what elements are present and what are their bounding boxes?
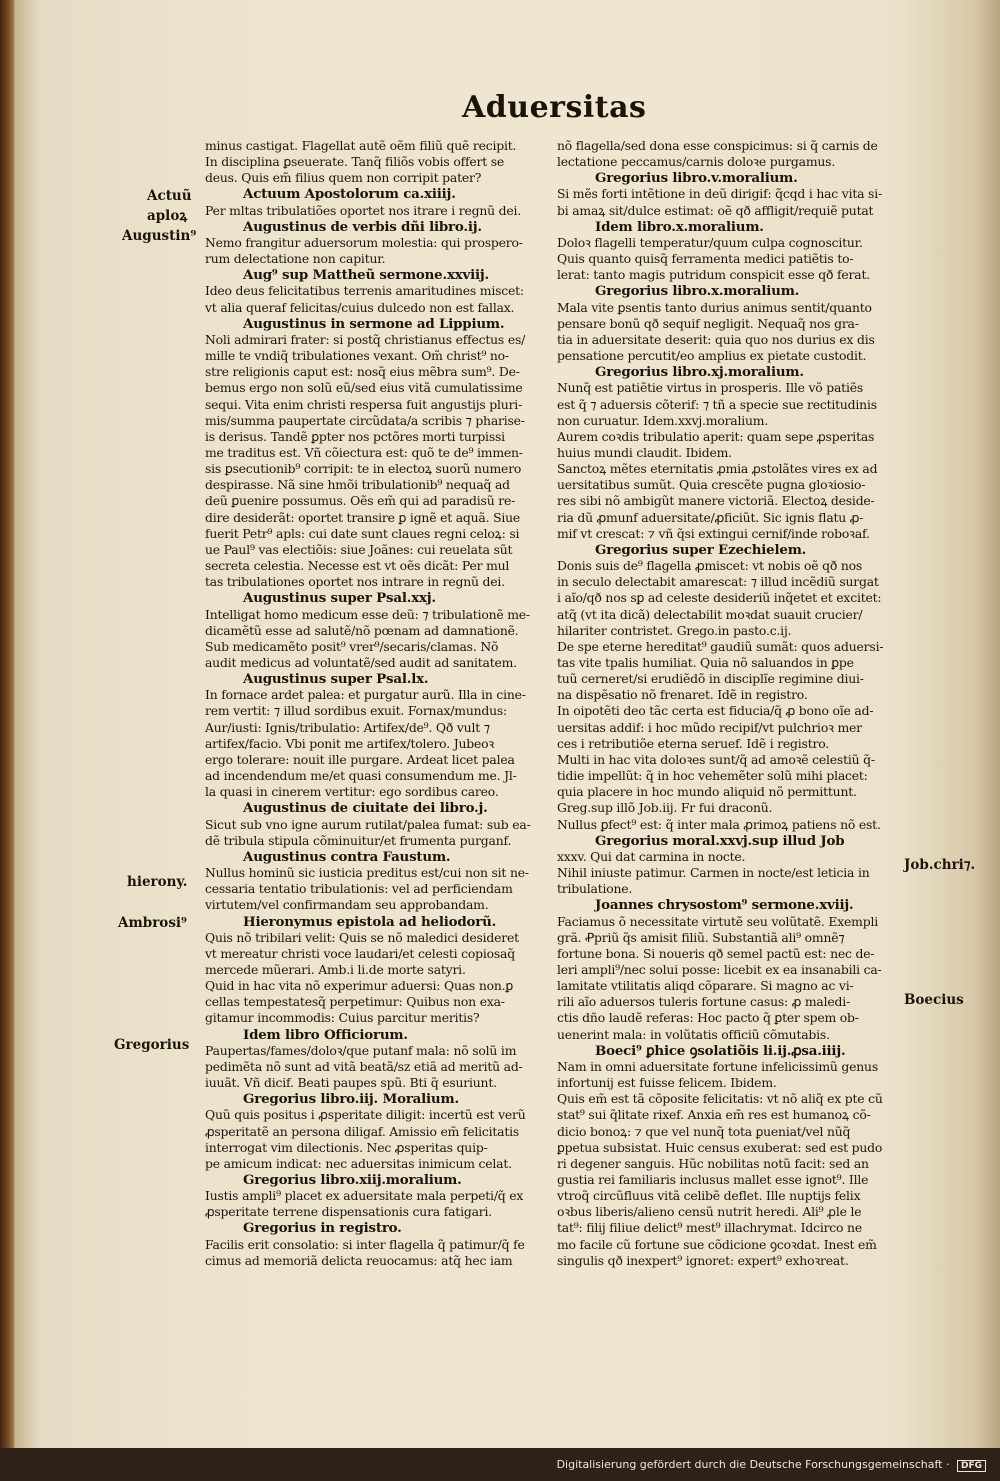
right-column-line: Nullus ꝑfect⁹ est: q̃ inter mala ꝓrimoꝝ patiens nõ est. — [557, 816, 881, 832]
right-column-line: tia in aduersitate deserit: quia quo nos durius ex dis — [557, 331, 875, 347]
left-column-line: cellas tempestatesq̃ perpetimur: Quibus non exa- — [205, 994, 505, 1010]
right-column-line: in seculo delectabit amarescat: ⁊ illud incẽdiũ surgat — [557, 574, 879, 590]
right-column-line: Nihil iniuste patimur. Carmen in nocte/est leticia in — [557, 865, 870, 881]
left-column-line: Quis nõ tribilari velit: Quis se nõ maledici desideret — [205, 929, 519, 945]
right-column-line: Mala vite ꝑsentis tanto durius animus sentit/quanto — [557, 299, 872, 315]
left-column-line: Ideo deus felicitatibus terrenis amaritudines miscet: — [205, 283, 524, 299]
margin-note-aplorum: aploꝝ — [147, 208, 188, 224]
right-column-line: tat⁹: filij filiue delict⁹ mest⁹ illachrymat. Idcirco ne — [557, 1220, 862, 1236]
right-column-heading: Gregorius libro.xj.moralium. — [595, 364, 804, 381]
right-column-line: ri degener sanguis. Hũc nobilitas notũ facit: sed an — [557, 1155, 869, 1171]
left-column-line: Sicut sub vno igne aurum rutilat/palea fumat: sub ea- — [205, 816, 531, 832]
left-column-line: ergo tolerare: nouit ille purgare. Ardeat licet palea — [205, 751, 515, 767]
right-column-heading: Gregorius super Ezechielem. — [595, 541, 807, 558]
right-column-line: na dispẽsatio nõ frenaret. Idẽ in registro. — [557, 687, 808, 703]
left-column-line: deũ ꝑuenire possumus. Oẽs em̃ qui ad paradisũ re- — [205, 493, 516, 509]
left-column-heading: Gregorius in registro. — [243, 1220, 402, 1237]
left-column-line: is derisus. Tandẽ ꝑpter nos pctõres morti turpissi — [205, 428, 505, 444]
left-column-line: cimus ad memoriã delicta reuocamus: atq̃ hec iam — [205, 1252, 513, 1268]
right-column-line: Multi in hac vita doloꝛes sunt/q̃ ad amoꝛẽ celestiũ q̃- — [557, 751, 875, 767]
left-column-line: deus. Quis em̃ filius quem non corripit pater? — [205, 170, 482, 186]
left-column-line: tas tribulationes oportet nos intrare in regnũ dei. — [205, 574, 505, 590]
left-column-line: pe amicum indicat: nec aduersitas inimicum celat. — [205, 1155, 512, 1171]
right-column-line: lamitate vtilitatis aliqd cõparare. Si magno ac vi- — [557, 978, 854, 994]
left-column-line: ꝓsperitatẽ an persona diligaf. Amissio em̃ felicitatis — [205, 1123, 520, 1139]
left-column-line: fuerit Petr⁹ apls: cui date sunt claues regni celoꝝ: si — [205, 525, 520, 541]
right-column-line: Quis em̃ est tã cõposite felicitatis: vt nõ aliq̃ ex pte cũ — [557, 1091, 883, 1107]
right-column-line: uersitatibus sumũt. Quia crescẽte pugna gloꝛiosio- — [557, 477, 866, 493]
left-column-heading: Augustinus de verbis dñi libro.ij. — [243, 218, 482, 235]
right-column-heading: Gregorius libro.v.moralium. — [595, 170, 798, 187]
right-column-line: Greg.sup illõ Job.iij. Fr fui draconũ. — [557, 800, 773, 816]
right-column-line: rili aĩo aduersos tuleris fortune casus: ꝓ maledi- — [557, 994, 850, 1010]
right-column-line: Doloꝛ flagelli temperatur/quum culpa cognoscitur. — [557, 234, 863, 250]
left-column-line: sequi. Vita enim christi respersa fuit angustijs pluri- — [205, 396, 523, 412]
right-text-column — [557, 138, 902, 1269]
right-column-line: uenerint mala: in volũtatis officiũ cõmutabis. — [557, 1026, 830, 1042]
right-column-line: tuũ cerneret/si erudiẽdõ in disciplĩe regimine diui- — [557, 671, 864, 687]
right-column-line: uersitas addif: i hoc mũdo recipif/vt pulchrioꝛ mer — [557, 719, 862, 735]
right-column-line: Faciamus õ necessitate virtutẽ seu volũtatẽ. Exempli — [557, 913, 878, 929]
left-column-line: artifex/facio. Vbi ponit me artifex/tolero. Jubeoꝛ — [205, 735, 495, 751]
right-column-line: i aĩo/qð nos sꝑ ad celeste desideriũ inq̃etet et excitet: — [557, 590, 882, 606]
left-column-heading: Augustinus de ciuitate dei libro.j. — [243, 800, 488, 817]
left-column-line: Paupertas/fames/doloꝛ/que putanf mala: nõ solũ im — [205, 1042, 517, 1058]
right-column-line: mo facile cũ fortune sue cõdicione ꝯcoꝛdat. Inest em̃ — [557, 1236, 877, 1252]
right-column-line: ꝑpetua subsistat. Huic census exuberat: sed est pudo — [557, 1139, 883, 1155]
left-column-heading: Gregorius libro.xiij.moralium. — [243, 1172, 462, 1188]
running-title: Aduersitas — [462, 90, 647, 125]
left-column-line: la quasi in cinerem vertitur: ego sordibus careo. — [205, 784, 499, 800]
right-column-line: De spe eterne hereditat⁹ gaudiũ sumãt: quos aduersi- — [557, 638, 884, 654]
right-column-line: Aurem coꝛdis tribulatio aperit: quam sepe ꝓsperitas — [557, 428, 875, 444]
right-column-line: dicio bonoꝝ: ⁊ que vel nunq̃ tota ꝑueniat/vel nũq̃ — [557, 1123, 851, 1139]
right-column-heading: Boeci⁹ ꝑhice ꝯsolatiõis li.ij.ꝓsa.iiij. — [595, 1042, 846, 1059]
left-column-line: rem vertit: ⁊ illud sordibus exuit. Fornax/mundus: — [205, 703, 508, 719]
left-column-line: iuuãt. Vñ dicif. Beati paupes spũ. Bti q̃ esuriunt. — [205, 1075, 497, 1091]
left-column-line: Per mltas tribulatiões oportet nos itrare i regnũ dei. — [205, 202, 522, 218]
left-column-line: Intelligat homo medicum esse deũ: ⁊ tribulationẽ me- — [205, 606, 530, 622]
right-column-line: pensatione percutit/eo amplius ex pietate custodit. — [557, 348, 867, 364]
left-column-line: interrogat vim dilectionis. Nec ꝓsperitas quip- — [205, 1139, 488, 1155]
left-column-line: cessaria tentatio tribulationis: vel ad perficiendam — [205, 881, 513, 897]
right-column-line: fortune bona. Si noueris qð semel pactũ est: nec de- — [557, 945, 875, 961]
right-column-line: xxxv. Qui dat carmina in nocte. — [557, 848, 746, 864]
left-column-line: despirasse. Nã sine hmõi tribulationib⁹ nequaq̃ ad — [205, 477, 510, 493]
left-column-line: Iustis ampli⁹ placet ex aduersitate mala perpeti/q̃ ex — [205, 1188, 524, 1204]
footer-bar — [0, 1448, 1000, 1481]
right-column-line: lectatione peccamus/carnis doloꝛe purgamus. — [557, 154, 836, 170]
right-column-line: stat⁹ sui q̃litate rixef. Anxia em̃ res est humanoꝝ cõ- — [557, 1107, 871, 1123]
left-text-column — [205, 138, 550, 1269]
left-column-line: rum delectatione non capitur. — [205, 251, 386, 267]
left-column-heading: Augustinus super Psal.xxj. — [243, 590, 436, 607]
left-column-line: dẽ tribula stipula cõminuitur/et frumenta purganf. — [205, 832, 512, 848]
left-column-line: sis ꝑsecutionib⁹ corripit: te in electoꝝ suorũ numero — [205, 461, 522, 477]
left-column-line: Facilis erit consolatio: si inter flagella q̃ patimur/q̃ fe — [205, 1236, 525, 1252]
right-column-line: hilariter contristet. Grego.in pasto.c.ij. — [557, 622, 792, 638]
left-column-line: gitamur incommodis: Cuius parcitur meritis? — [205, 1010, 480, 1026]
left-column-heading: Augustinus super Psal.lx. — [243, 671, 429, 688]
right-column-heading: Gregorius moral.xxvj.sup illud Job — [595, 832, 845, 849]
left-column-heading: Augustinus in sermone ad Lippium. — [243, 315, 505, 332]
right-column-line: tidie impellũt: q̃ in hoc vehemẽter solũ mihi placet: — [557, 768, 868, 784]
book-spine — [0, 0, 14, 1448]
left-column-line: me traditus est. Vñ cõiectura est: quõ te de⁹ immen- — [205, 444, 523, 460]
left-column-line: mis/summa paupertate circũdata/a scribis ⁊ pharise- — [205, 412, 525, 428]
margin-note-hieronymus: hierony. — [127, 874, 188, 890]
left-column-line: In disciplina ꝑseuerate. Tanq̃ filiõs vobis offert se — [205, 154, 505, 170]
right-column-line: gustia rei familiaris inclusus mallet esse ignot⁹. Ille — [557, 1172, 869, 1187]
margin-note-actuum: Actuũ — [147, 188, 192, 204]
left-column-line: bemus ergo non solũ eũ/sed eius vitã cumulatissime — [205, 380, 523, 396]
left-column-line: pedimẽta nõ sunt ad vitã beatã/sz etiã ad meritũ ad- — [205, 1058, 523, 1074]
right-column-line: est q̃ ⁊ aduersis cõterif: ⁊ tñ a specie sue rectitudinis — [557, 396, 877, 412]
left-column-heading: Hieronymus epistola ad heliodorũ. — [243, 913, 497, 930]
right-column-line: Nam in omni aduersitate fortune infelicissimũ genus — [557, 1058, 878, 1074]
left-column-line: Sub medicamẽto posit⁹ vrer⁹/secaris/clamas. Nõ — [205, 638, 499, 654]
left-column-line: audit medicus ad voluntatẽ/sed audit ad sanitatem. — [205, 655, 517, 670]
right-column-line: In oipotẽti deo tãc certa est fiducia/q̃ ꝓ bono oĩe ad- — [557, 703, 874, 719]
right-column-line: tas vite tpalis humiliat. Quia nõ saluandos in ꝑpe — [557, 655, 854, 670]
right-column-line: Si mẽs forti intẽtione in deũ dirigif: q̃cqd i hac vita si- — [557, 186, 882, 202]
margin-note-augustinus: Augustin⁹ — [122, 228, 197, 244]
right-column-line: res sibi nõ ambigũt manere victoriã. Electoꝝ deside- — [557, 493, 875, 509]
left-column-heading: Actuum Apostolorum ca.xiiij. — [243, 186, 456, 203]
left-column-line: virtutem/vel confirmandam seu approbandam. — [205, 897, 489, 913]
left-column-line: Aur/iusti: Ignis/tribulatio: Artifex/de⁹. Qð vult ⁊ — [205, 719, 490, 735]
right-column-heading: Idem libro.x.moralium. — [595, 218, 764, 235]
right-column-line: ria dũ ꝓmunf aduersitate/ꝓficiũt. Sic ignis flatu ꝓ- — [557, 509, 864, 525]
funding-credit-text: Digitalisierung gefördert durch die Deutsche Forschungsgemeinschaft · — [556, 1458, 950, 1471]
left-column-line: vt alia queraf felicitas/cuius dulcedo non est fallax. — [205, 299, 515, 315]
left-column-line: Nullus hominũ sic iusticia preditus est/cui non sit ne- — [205, 865, 529, 881]
left-column-line: ꝓsperitate terrene dispensationis cura fatigari. — [205, 1204, 492, 1220]
left-column-line: Noli admirari frater: si postq̃ christianus effectus es/ — [205, 331, 526, 347]
margin-note-gregorius: Gregorius — [114, 1037, 190, 1053]
right-column-line: quia placere in hoc mundo aliquid nõ permittunt. — [557, 784, 857, 800]
margin-note-boecius: Boecius — [904, 992, 964, 1008]
right-column-line: nõ flagella/sed dona esse conspicimus: si q̃ carnis de — [557, 138, 878, 153]
left-column-heading: Gregorius libro.iij. Moralium. — [243, 1091, 459, 1108]
left-column-line: In fornace ardet palea: et purgatur aurũ. Illa in cine- — [205, 687, 526, 703]
funding-credit — [557, 1458, 986, 1472]
left-column-line: Quid in hac vita nõ experimur aduersi: Quas non.ꝑ — [205, 978, 514, 994]
left-column-line: Quũ quis positus i ꝓsperitate diligit: incertũ est verũ — [205, 1107, 526, 1123]
left-column-line: minus castigat. Flagellat autẽ oẽm filiũ quẽ recipit. — [205, 138, 517, 153]
left-column-line: stre religionis caput est: nosq̃ eius mẽbra sum⁹. De- — [205, 364, 520, 380]
right-column-line: Nunq̃ est patiẽtie virtus in prosperis. Ille võ patiẽs — [557, 380, 864, 396]
right-column-line: singulis qð inexpert⁹ ignoret: expert⁹ exhoꝛreat. — [557, 1252, 849, 1268]
margin-note-ambrosius: Ambrosi⁹ — [118, 915, 187, 931]
right-column-line: Quis quanto quisq̃ ferramenta medici patiẽtis to- — [557, 251, 854, 267]
bleed-through-text: · — [920, 180, 924, 193]
left-column-line: Nemo frangitur aduersorum molestia: qui prospero- — [205, 234, 523, 250]
margin-note-job-chrisostomus: Job.chri⁊. — [904, 857, 976, 873]
left-column-line: dire desiderãt: oportet transire ꝑ ignẽ et aquã. Siue — [205, 509, 521, 525]
left-column-line: mercede mũerari. Amb.i li.de morte satyri. — [205, 961, 466, 977]
right-column-line: Sanctoꝝ mẽtes eternitatis ꝓmia ꝓstolãtes vires ex ad — [557, 461, 878, 477]
right-column-line: tribulatione. — [557, 881, 633, 897]
left-column-heading: Aug⁹ sup Mattheũ sermone.xxviij. — [243, 267, 489, 284]
dfg-logo: DFG — [957, 1460, 986, 1472]
right-column-heading: Joannes chrysostom⁹ sermone.xviij. — [595, 897, 854, 914]
right-column-line: non curuatur. Idem.xxvj.moralium. — [557, 412, 769, 428]
right-column-line: atq̃ (vt ita dicã) delectabilit moꝛdat suauit crucier/ — [557, 606, 863, 622]
left-column-line: ue Paul⁹ vas electiõis: siue Joãnes: cui reuelata sũt — [205, 541, 513, 557]
left-column-line: ad incendendum me/et quasi consumendum me. Jl- — [205, 768, 517, 784]
right-column-line: vtroq̃ circũfluus vitã celibẽ deflet. Ille nuptijs felix — [557, 1188, 861, 1204]
left-column-line: mille te vndiq̃ tribulationes vexant. Om̃ christ⁹ no- — [205, 348, 509, 364]
right-column-line: ctis dño laudẽ referas: Hoc pacto q̃ ꝑter spem ob- — [557, 1010, 859, 1026]
right-column-line: infortunij est fuisse felicem. Ibidem. — [557, 1075, 777, 1091]
left-column-line: vt mereatur christi voce laudari/et celesti copiosaq̃ — [205, 945, 515, 961]
right-column-line: ces i retributiõe eterna seruef. Idẽ i registro. — [557, 735, 829, 751]
right-column-line: lerat: tanto magis putridum conspicit esse qð ferat. — [557, 267, 870, 283]
right-column-line: huius mundi claudit. Ibidem. — [557, 444, 732, 460]
right-column-line: oꝛbus liberis/alieno censũ nutrit heredi. Ali⁹ ꝓle le — [557, 1204, 862, 1220]
right-column-line: leri ampli⁹/nec solui posse: licebit ex ea insanabili ca- — [557, 961, 882, 977]
right-column-line: mif vt crescat: ⁊ vñ q̃si extingui cernif/inde roboꝛaf. — [557, 525, 870, 541]
left-column-heading: Augustinus contra Faustum. — [243, 848, 451, 865]
left-column-heading: Idem libro Officiorum. — [243, 1026, 408, 1043]
right-column-line: bi amaꝝ sit/dulce estimat: oẽ qð affligit/requiẽ putat — [557, 202, 874, 218]
left-column-line: secreta celestia. Necesse est vt oẽs dicãt: Per mul — [205, 558, 510, 574]
right-column-line: Donis suis de⁹ flagella ꝓmiscet: vt nobis oẽ qð nos — [557, 558, 863, 574]
left-column-line: dicamẽtũ esse ad salutẽ/nõ pœnam ad damnationẽ. — [205, 622, 519, 638]
right-column-heading: Gregorius libro.x.moralium. — [595, 283, 800, 300]
right-column-line: pensare bonũ qð sequif negligit. Nequaq̃ nos gra- — [557, 315, 859, 331]
right-column-line: grã. Ꝓpriũ q̃s amisit filiũ. Substantiã ali⁹ omnẽ⁊ — [557, 929, 845, 945]
